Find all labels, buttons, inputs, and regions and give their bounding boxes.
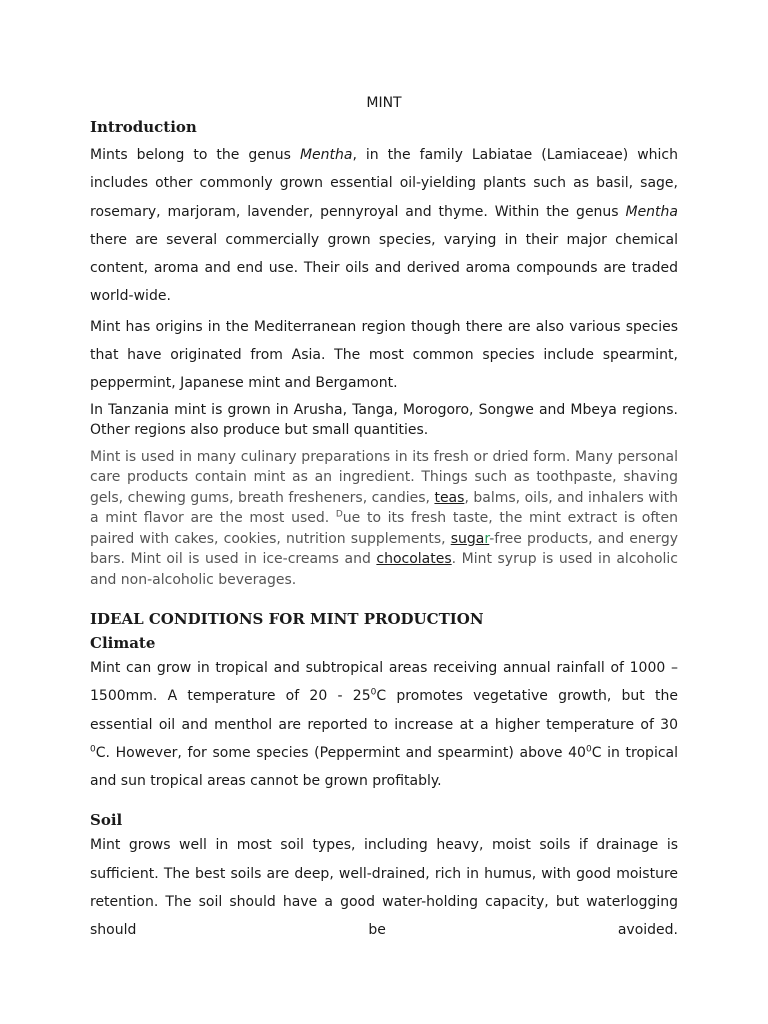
superscript-letter: D: [335, 509, 343, 520]
intro-paragraph-3: In Tanzania mint is grown in Arusha, Tanga, Morogoro, Songwe and Mbeya regions. Other regions also produce but small quantities.: [90, 401, 678, 439]
document-title: MINT: [366, 95, 402, 111]
text-run: C in tropical and sun tropical areas cannot be grown profitably.: [90, 744, 678, 790]
link-text: suga: [450, 530, 485, 547]
degree-superscript: 0: [90, 744, 96, 755]
soil-paragraph: Mint grows well in most soil types, including heavy, moist soils if drainage is sufficient. The best soils are deep, well-drained, rich in humus, with good moisture retention. The soil should have a good water-holding capacity, but waterlogging should be avoided.: [90, 837, 678, 939]
teas-link[interactable]: teas: [434, 489, 465, 506]
text-run: C. However, for some species (Peppermint and spearmint) above 40: [95, 744, 586, 761]
genus-name: Mentha: [625, 203, 678, 220]
soil-heading: Soil: [90, 811, 123, 830]
degree-superscript: 0: [585, 744, 592, 755]
text-run: ue to its fresh taste, the mint extract is often paired with cakes, cookies, nutrition supplements,: [90, 510, 679, 547]
climate-heading: Climate: [90, 633, 156, 652]
introduction-heading: Introduction: [90, 118, 197, 136]
conditions-heading: IDEAL CONDITIONS FOR MINT PRODUCTION: [90, 609, 484, 628]
text-run: -free products, and energy bars. Mint oil is used in ice-creams and: [90, 530, 678, 568]
chocolates-link[interactable]: chocolates: [376, 551, 452, 568]
document-body: [90, 92, 678, 947]
link-text-highlight: r: [484, 530, 490, 547]
text-run: there are several commercially grown species, varying in their major chemical content, aroma and end use. Their oils and derived aroma compounds are traded world-wide.: [90, 231, 678, 305]
text-run: , in the family Labiatae (Lamiaceae) which includes other commonly grown essential oil-yielding plants such as basil, sage, rosemary, marjoram, lavender, pennyroyal and thyme. Within the genus: [90, 147, 678, 220]
genus-name: Mentha: [299, 147, 353, 163]
degree-superscript: 0: [370, 687, 377, 698]
text-run: Mints belong to the genus: [90, 147, 300, 163]
text-run: Mint can grow in tropical and subtropical areas receiving annual rainfall of 1000 – 1500mm. A temperature of 20 - 25: [90, 659, 678, 705]
intro-paragraph-1: [90, 141, 678, 311]
intro-paragraph-2: Mint has origins in the Mediterranean region though there are also various species that have originated from Asia. The most common species include spearmint, peppermint, Japanese mint and Bergamont.: [90, 318, 678, 392]
text-run: C promotes vegetative growth, but the essential oil and menthol are reported to increase at a higher temperature of 30: [90, 688, 678, 733]
sugar-link[interactable]: [451, 531, 490, 547]
uses-paragraph: [90, 447, 678, 590]
text-run: , balms, oils, and inhalers with a mint flavor are the most used.: [90, 489, 678, 527]
climate-paragraph: [90, 654, 678, 795]
text-run: Mint is used in many culinary preparations in its fresh or dried form. Many personal care products contain mint as an ingredient. Things such as toothpaste, shaving gels, chewing gums, breath fresheners, candies,: [90, 449, 678, 506]
text-run: . Mint syrup is used in alcoholic and non-alcoholic beverages.: [90, 551, 678, 588]
